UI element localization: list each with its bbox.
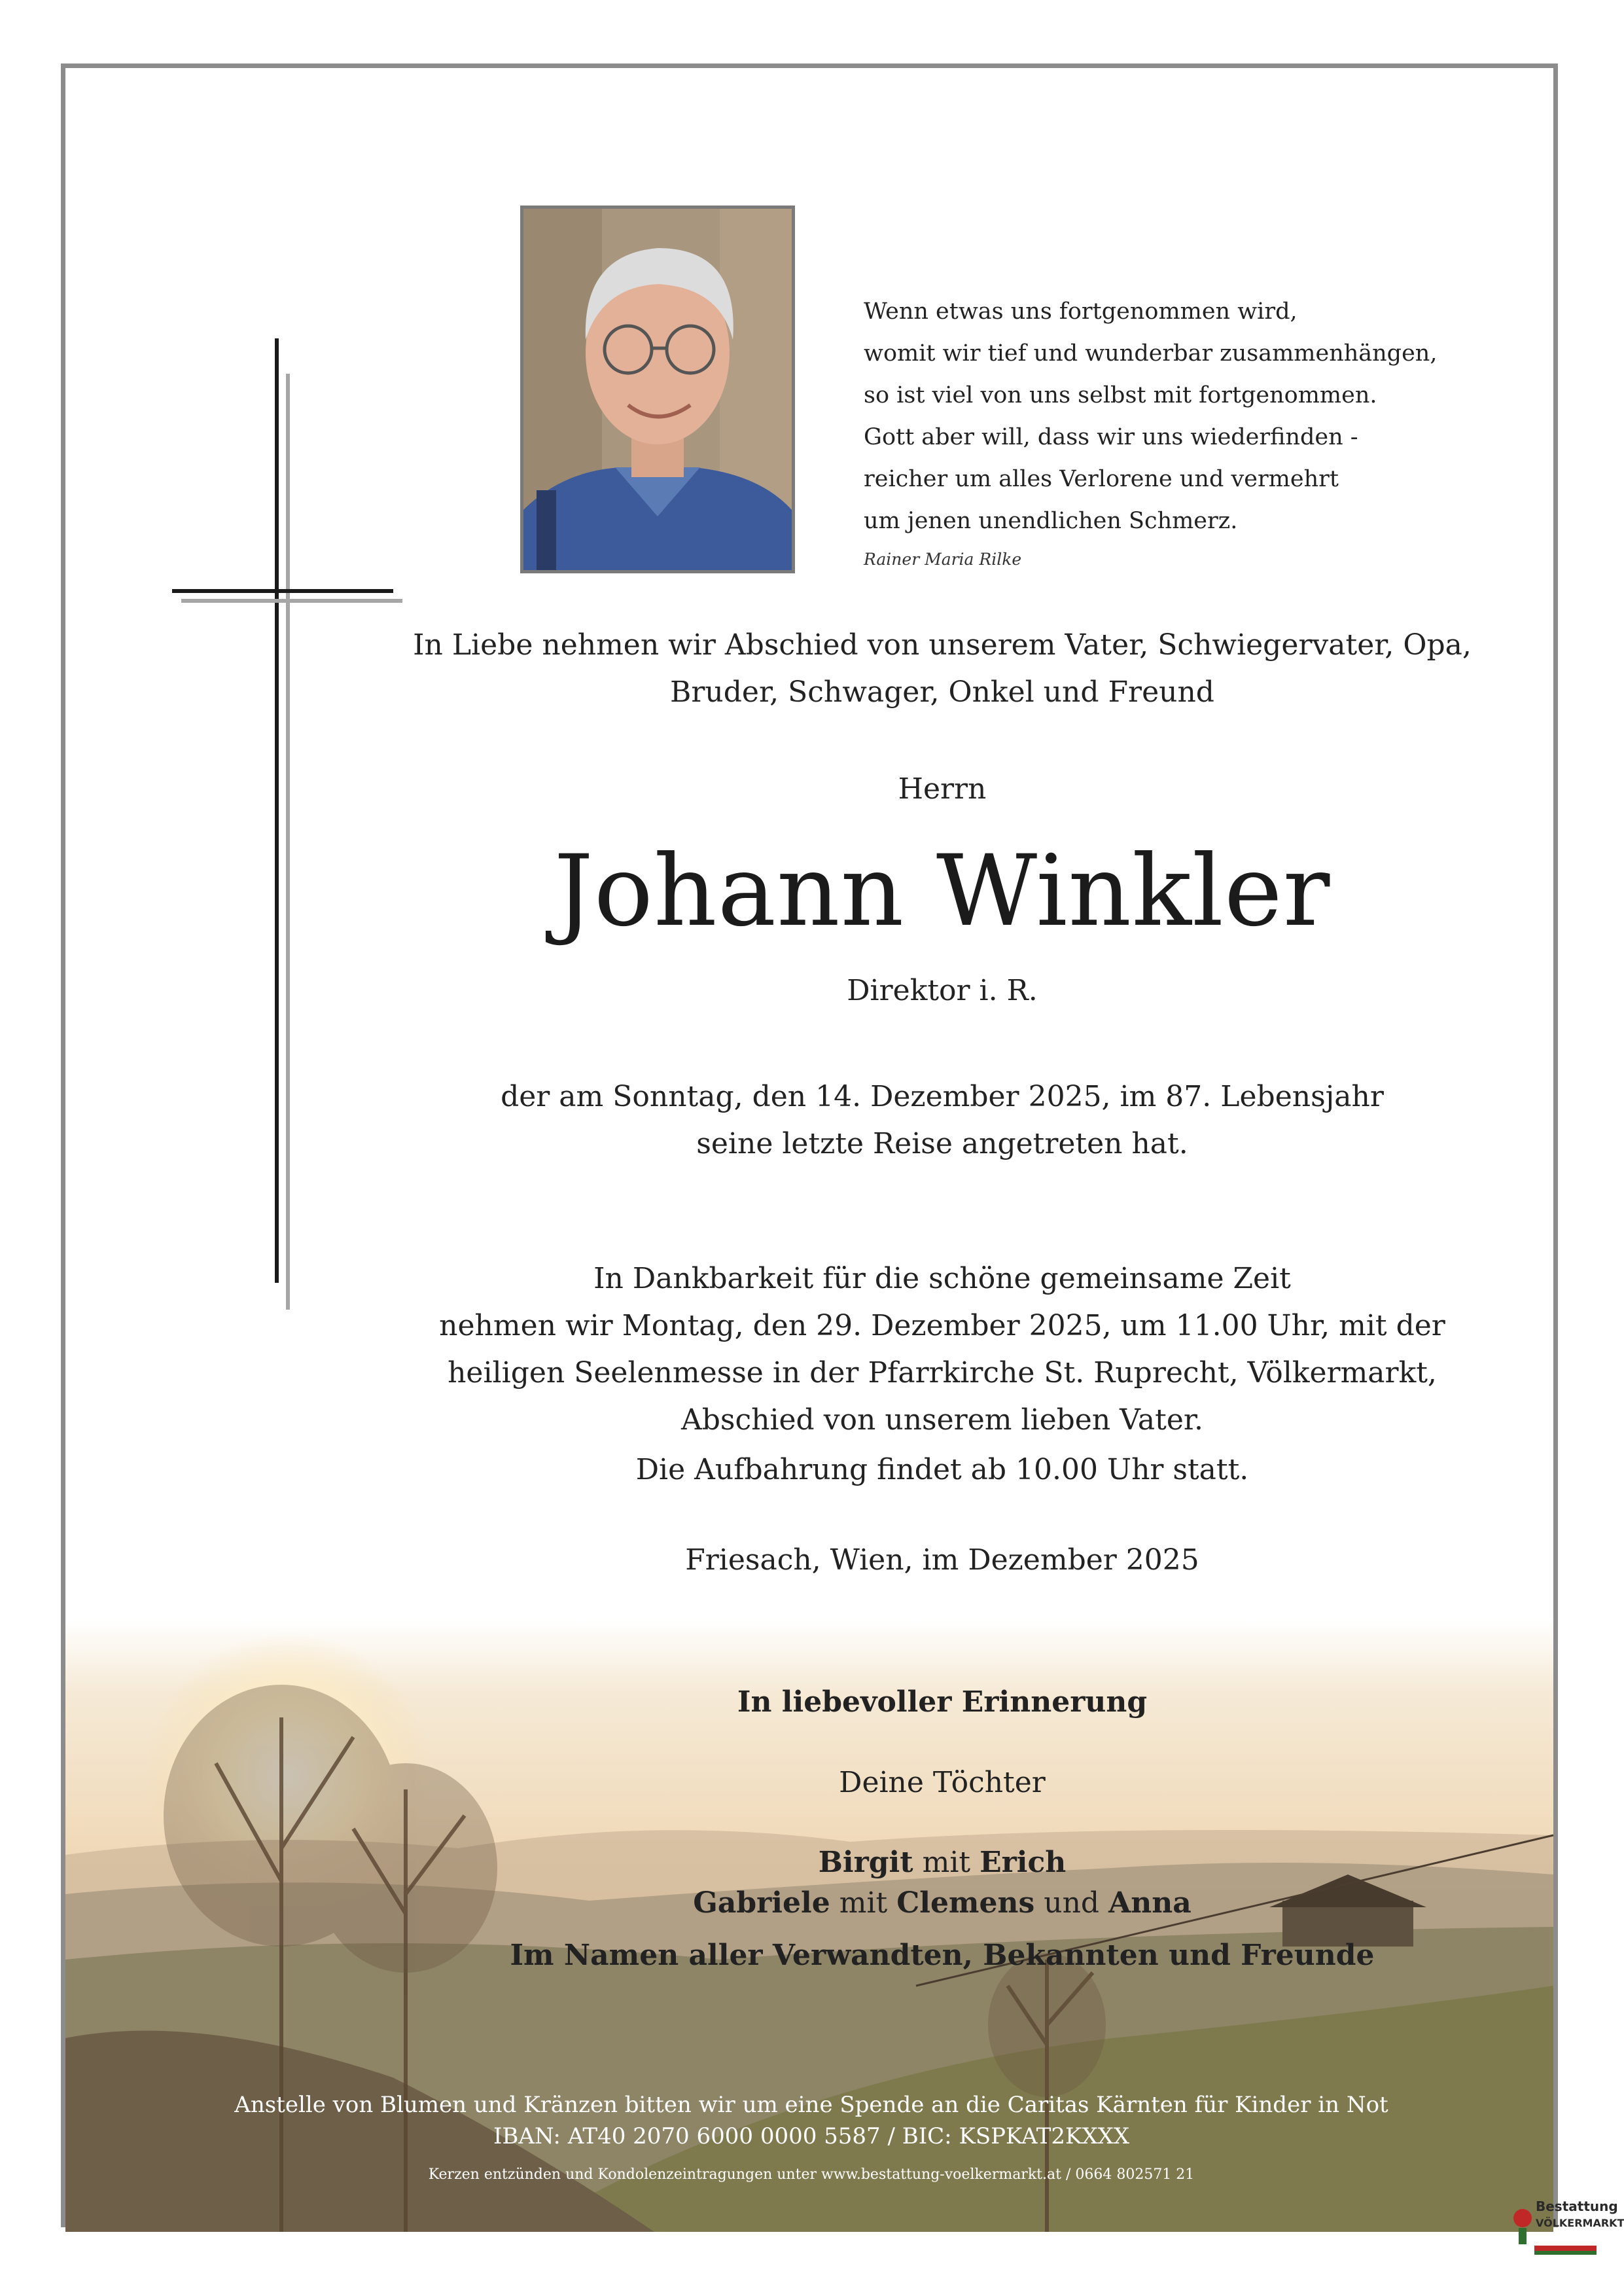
poem-author: Rainer Maria Rilke [864,550,1022,569]
viewing-notice: Die Aufbahrung findet ab 10.00 Uhr statt. [635,1453,1249,1486]
family-name: Birgit [818,1846,913,1879]
family-conjunction: mit [922,1846,971,1879]
funeral-line: nehmen wir Montag, den 29. Dezember 2025, um 11.00 Uhr, mit der [439,1309,1445,1342]
intro-line: In Liebe nehmen wir Abschied von unserem Vater, Schwiegervater, Opa, [413,628,1472,662]
logo-line1: Bestattung [1536,2198,1618,2214]
family-name: Gabriele [693,1886,830,1920]
death-line: der am Sonntag, den 14. Dezember 2025, im 87. Lebensjahr [501,1080,1384,1113]
bestattung-logo [1508,2192,1624,2257]
funeral-line: heiligen Seelenmesse in der Pfarrkirche St. Ruprecht, Völkermarkt, [448,1356,1437,1390]
poem-line: womit wir tief und wunderbar zusammenhängen, [864,340,1438,367]
poem-line: Wenn etwas uns fortgenommen wird, [864,298,1297,325]
relatives-line: Im Namen aller Verwandten, Bekannten und Freunde [510,1939,1375,1972]
poem-line: um jenen unendlichen Schmerz. [864,508,1238,534]
family-conjunction: mit [839,1886,888,1920]
memory-heading: In liebevoller Erinnerung [737,1685,1148,1719]
family-row [327,1886,1557,1920]
poem-line: Gott aber will, dass wir uns wiederfinden - [864,424,1358,450]
poem-line: so ist viel von uns selbst mit fortgenommen. [864,382,1377,408]
bank-details: IBAN: AT40 2070 6000 0000 5587 / BIC: KSPKAT2KXXX [493,2123,1130,2149]
deceased-title: Direktor i. R. [847,974,1038,1007]
death-line: seine letzte Reise angetreten hat. [696,1127,1188,1160]
salutation: Herrn [898,772,987,806]
deceased-name: Johann Winkler [554,834,1331,948]
portrait-photo [520,206,795,573]
place-date: Friesach, Wien, im Dezember 2025 [685,1543,1199,1577]
funeral-notice [327,1255,1557,1444]
intro-line: Bruder, Schwager, Onkel und Freund [670,675,1214,709]
poem-line: reicher um alles Verlorene und vermehrt [864,466,1339,492]
family-conjunction: und [1044,1886,1100,1920]
donation-text: Anstelle von Blumen und Kränzen bitten wir um eine Spende an die Caritas Kärnten für Kinder in Not [234,2092,1388,2118]
contact-text: Kerzen entzünden und Kondolenzeintragungen unter www.bestattung-voelkermarkt.at / 0664 802571 21 [428,2166,1195,2183]
logo-line2: VÖLKERMARKT [1536,2217,1624,2229]
funeral-line: Abschied von unserem lieben Vater. [680,1403,1204,1437]
death-notice [327,1073,1557,1168]
funeral-line: In Dankbarkeit für die schöne gemeinsame Zeit [593,1262,1291,1295]
family-name: Clemens [896,1886,1035,1920]
family-row [327,1846,1557,1879]
intro-text [327,622,1557,716]
family-name: Erich [980,1846,1067,1879]
family-name: Anna [1108,1886,1192,1920]
poem-block [864,291,1453,569]
daughters-label: Deine Töchter [839,1766,1046,1799]
